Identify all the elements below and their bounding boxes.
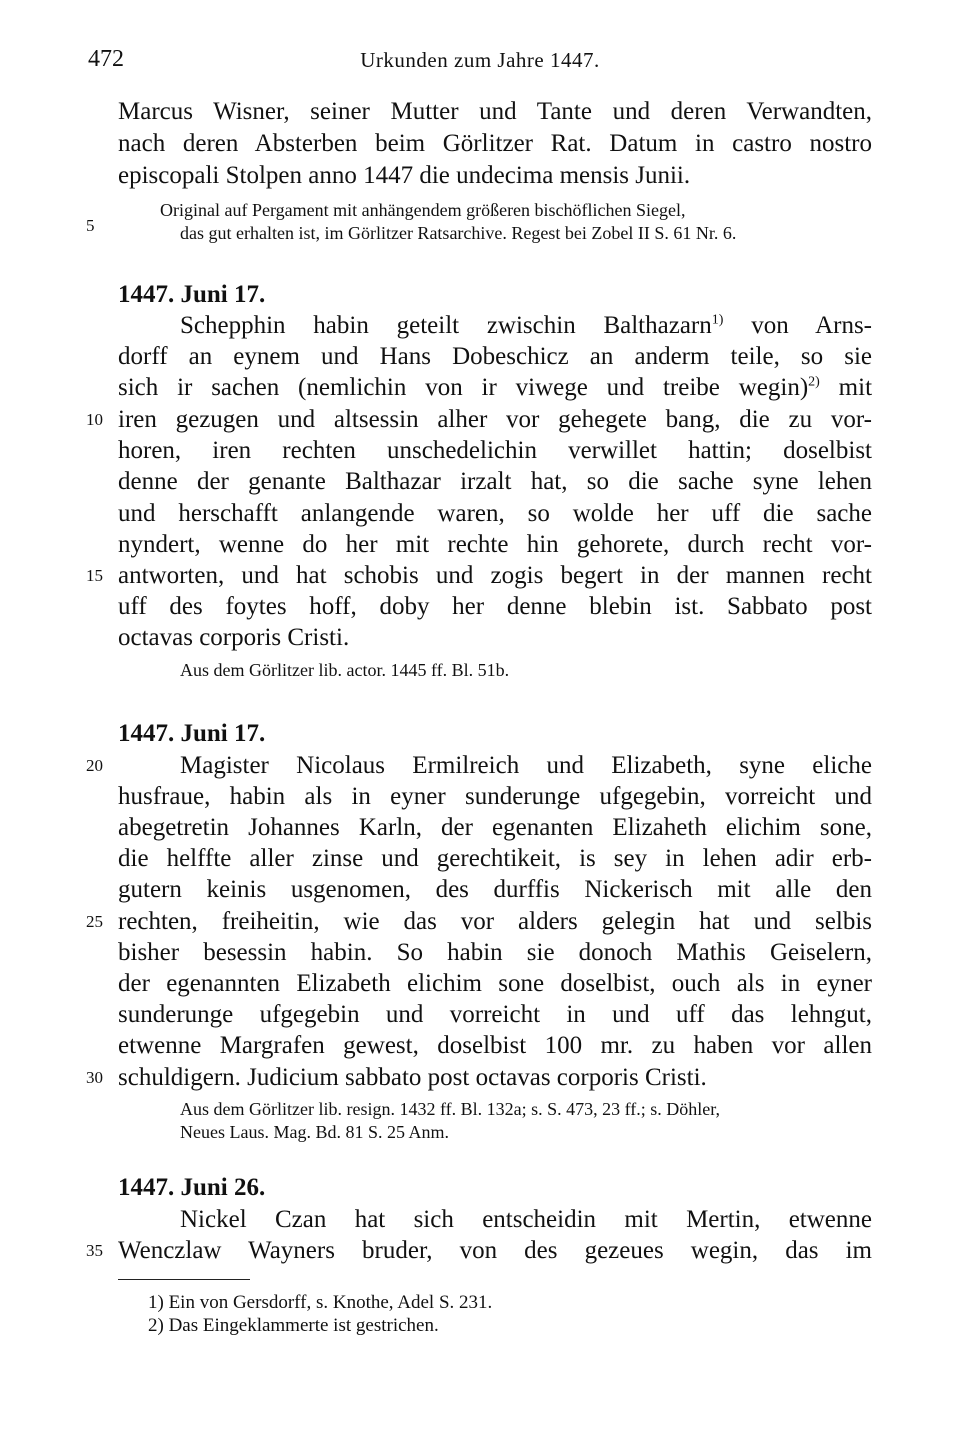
- footnote-mark: 1): [148, 1292, 164, 1313]
- source-note-line: Aus dem Görlitzer lib. resign. 1432 ff. Bl. 132a; s. S. 473, 23 ff.; s. Döhler,: [180, 1099, 721, 1119]
- text-line: der egenannten Elizabeth elichim sone doselbist, ouch als in eyner: [118, 970, 872, 997]
- text-line: etwenne Margrafen gewest, doselbist 100 mr. zu haben vor allen: [118, 1032, 872, 1059]
- text-line: bisher besessin habin. So habin sie donoch Mathis Geiselern,: [118, 939, 872, 966]
- text-line: nyndert, wenne do her mit rechte hin gehorete, durch recht vor-: [118, 531, 872, 558]
- text-line: antworten, und hat schobis und zogis begert in der mannen recht: [118, 562, 872, 589]
- text-line: Magister Nicolaus Ermilreich und Elizabeth, syne eliche: [180, 752, 872, 779]
- text-line: Wenczlaw Wayners bruder, von des gezeues wegin, das im: [118, 1237, 872, 1264]
- text-segment: mit: [838, 374, 873, 401]
- text-line: Nickel Czan hat sich entscheidin mit Mertin, etwenne: [180, 1206, 872, 1233]
- entry-date-heading: 1447. Juni 17.: [118, 720, 266, 747]
- text-line: horen, iren rechten unschedelichin verwillet hattin; doselbist: [118, 437, 872, 464]
- footnote: [148, 1290, 492, 1315]
- line-number: 20: [86, 756, 103, 775]
- line-number: 15: [86, 566, 103, 585]
- entry-date-heading: 1447. Juni 17.: [118, 281, 266, 308]
- text-line: schuldigern. Judicium sabbato post octavas corporis Cristi.: [118, 1064, 707, 1091]
- text-line: nach deren Absterben beim Görlitzer Rat. Datum in castro nostro: [118, 130, 872, 157]
- text-line: rechten, freiheitin, wie das vor alders gelegin hat und selbis: [118, 908, 872, 935]
- page-number: 472: [88, 46, 124, 72]
- text-line: uff des foytes hoff, doby her denne blebin ist. Sabbato post: [118, 593, 872, 620]
- footnote: [148, 1313, 439, 1338]
- line-number: 5: [86, 216, 95, 235]
- footnote-text: Ein von Gersdorff, s. Knothe, Adel S. 231.: [168, 1292, 493, 1313]
- footnote-text: Das Eingeklammerte ist gestrichen.: [168, 1315, 439, 1336]
- source-note-line: das gut erhalten ist, im Görlitzer Ratsarchive. Regest bei Zobel II S. 61 Nr. 6.: [180, 223, 737, 243]
- text-line: husfraue, habin als in eyner sunderunge ufgegebin, vorreicht und: [118, 783, 872, 810]
- text-line: die helffte aller zinse und gerechtikeit, is sey in lehen adir erb-: [118, 845, 872, 872]
- text-segment: Schepphin habin geteilt zwischin Balthazarn: [180, 312, 712, 339]
- text-line: und herschafft anlangende waren, so wolde her uff die sache: [118, 500, 872, 527]
- text-segment: von Arns-: [751, 312, 873, 339]
- source-note-line: Neues Laus. Mag. Bd. 81 S. 25 Anm.: [180, 1122, 449, 1142]
- source-note-line: Original auf Pergament mit anhängendem größeren bischöflichen Siegel,: [160, 200, 686, 220]
- running-head: Urkunden zum Jahre 1447.: [360, 48, 600, 72]
- footnote-marker: 2): [808, 374, 820, 390]
- page-header: [0, 46, 960, 80]
- text-line: gutern keinis usgenomen, des durffis Nickerisch mit alle den: [118, 876, 872, 903]
- line-number: 25: [86, 912, 103, 931]
- text-line: octavas corporis Cristi.: [118, 624, 350, 651]
- text-line: episcopali Stolpen anno 1447 die undecima mensis Junii.: [118, 162, 691, 189]
- text-line: denne der genante Balthazar irzalt hat, so die sache syne lehen: [118, 468, 872, 495]
- line-number: 30: [86, 1068, 103, 1087]
- text-line: sunderunge ufgegebin und vorreicht in und uff das lehngut,: [118, 1001, 872, 1028]
- line-number: 10: [86, 410, 103, 429]
- footnote-rule: [118, 1279, 250, 1280]
- text-line: [118, 372, 872, 403]
- footnote-marker: 1): [711, 312, 724, 328]
- text-line: Marcus Wisner, seiner Mutter und Tante und deren Verwandten,: [118, 98, 872, 125]
- text-segment: sich ir sachen (nemlichin von ir viwege und treibe wegin): [118, 374, 809, 401]
- text-line: abegetretin Johannes Karln, der egenanten Elizaheth elichim sone,: [118, 814, 872, 841]
- footnote-mark: 2): [148, 1315, 164, 1336]
- source-note: Aus dem Görlitzer lib. actor. 1445 ff. Bl. 51b.: [180, 660, 510, 680]
- line-number: 35: [86, 1241, 103, 1260]
- entry-date-heading: 1447. Juni 26.: [118, 1174, 266, 1201]
- text-line: [180, 310, 872, 341]
- text-line: iren gezugen und altsessin alher vor gehegete bang, die zu vor-: [118, 406, 872, 433]
- text-line: dorff an eynem und Hans Dobeschicz an anderm teile, so sie: [118, 343, 872, 370]
